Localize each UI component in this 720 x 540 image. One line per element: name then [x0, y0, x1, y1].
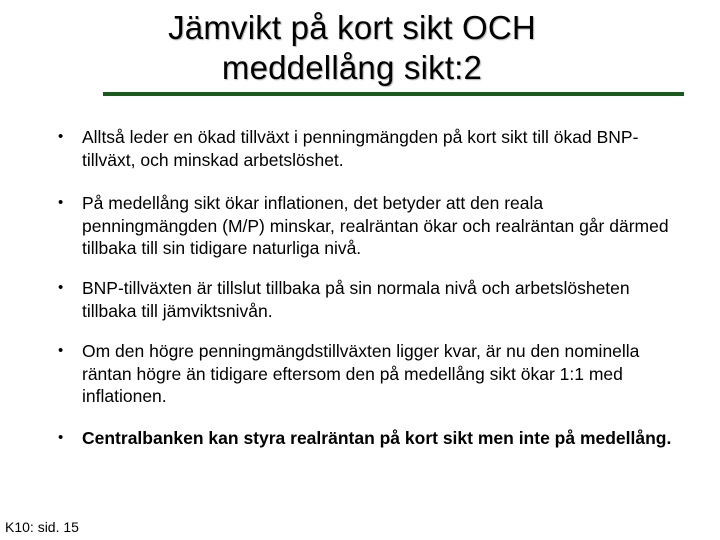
- bullet-text: Alltså leder en ökad tillväxt i penningmängden på kort sikt till ökad BNP-tillväxt, och minskad arbetslöshet.: [82, 127, 639, 170]
- bullet-item: [58, 427, 678, 475]
- page-reference-footer: K10: sid. 15: [5, 519, 79, 535]
- title-underline-rule: [103, 92, 684, 96]
- bullet-text: Om den högre penningmängdstillväxten ligger kvar, är nu den nominella räntan högre än tidigare eftersom den på medellång sikt ökar 1:1 med inflationen.: [82, 341, 640, 406]
- slide-title: [0, 8, 704, 88]
- bullet-dot-icon: •: [58, 342, 64, 359]
- bullet-text: På medellång sikt ökar inflationen, det betyder att den reala penningmängden (M/P) minskar, realräntan ökar och realräntan går därmed tillbaka till sin tidigare naturliga nivå.: [82, 193, 669, 258]
- title-line-1: Jämvikt på kort sikt OCH: [168, 9, 536, 46]
- bullet-item: [58, 192, 678, 277]
- bullet-dot-icon: •: [58, 128, 64, 145]
- bullet-dot-icon: •: [58, 279, 64, 296]
- bullet-list: [58, 126, 678, 475]
- bullet-item: [58, 126, 678, 192]
- bullet-text: BNP-tillväxten är tillslut tillbaka på sin normala nivå och arbetslösheten tillbaka till jämviktsnivån.: [82, 278, 630, 321]
- bullet-item: [58, 340, 678, 427]
- title-line-2: meddellång sikt:2: [221, 49, 483, 86]
- bullet-item: [58, 277, 678, 340]
- bullet-text-emphasis: Centralbanken kan styra realräntan på kort sikt men inte på medellång.: [82, 428, 672, 448]
- bullet-dot-icon: •: [58, 429, 64, 446]
- bullet-dot-icon: •: [58, 194, 64, 211]
